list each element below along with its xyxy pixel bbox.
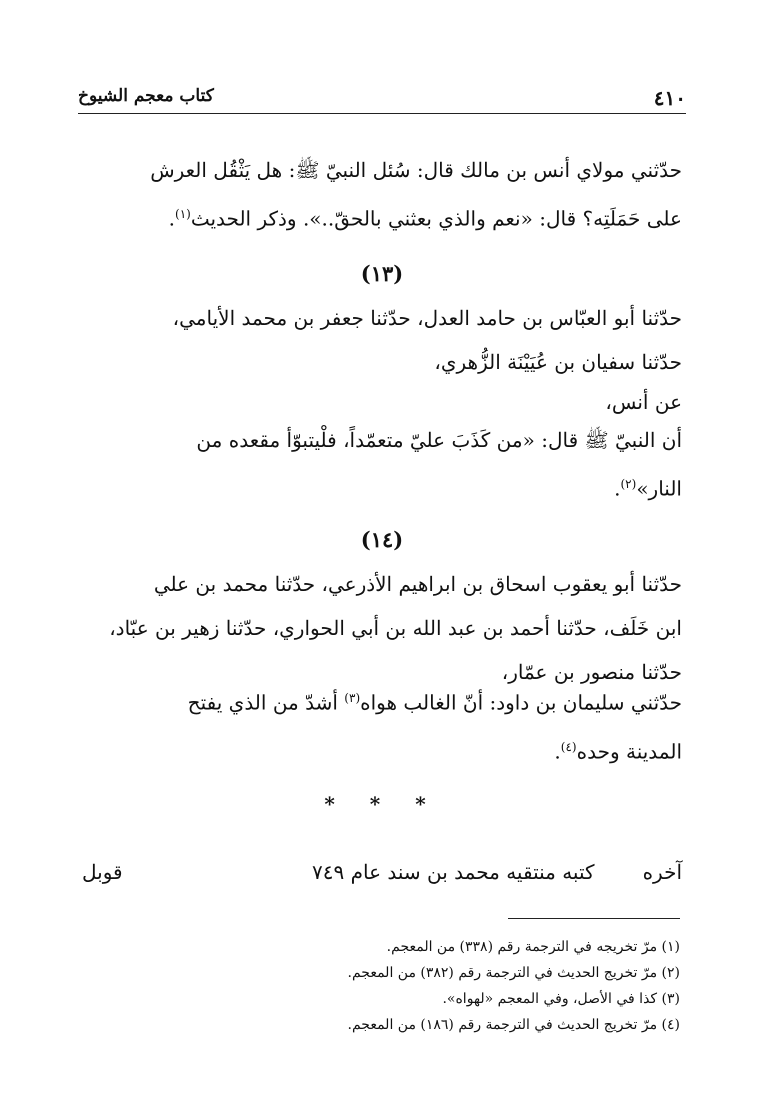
footnote-ref: (٤) [560,739,577,754]
footnotes [260,934,680,1038]
text-line: النار»$^{(٢)}$. [614,476,682,501]
page-number: ٤١٠ [653,86,686,110]
text-line: حدّثنا منصور بن عمّار، [501,660,682,684]
entry-13-matn [82,418,682,511]
footnote-ref: (٢) [620,477,637,491]
text-line: المدينة وحده$^{(٤)}$. [554,739,682,764]
entry-14-heading: (١٤) [360,527,404,552]
footnote-rule [508,918,680,919]
colophon-collated: قوبل [82,860,123,884]
footnote-ref: (٣) [344,691,361,705]
entry-13-heading: (١٣) [360,261,404,286]
hadith-continuation [82,148,682,241]
text-line: حدّثنا سفيان بن عُيَيْنَة الزُّهري، [434,350,682,374]
colophon [82,852,682,892]
text-line: ابن خَلَف، حدّثنا أحمد بن عبد الله بن أبي الحواري، حدّثنا زهير بن عبّاد، [109,616,682,640]
footnote: (٢) مرّ تخريج الحديث في الترجمة رقم (٣٨٢) من المعجم. [347,965,680,981]
footnote: (٤) مرّ تخريج الحديث في الترجمة رقم (١٨٦) من المعجم. [347,1017,680,1033]
text-line: حدّثني مولاي أنس بن مالك قال: سُئل النبيّ ﷺ: هل يَثْقُل العرش [150,158,682,182]
section-separator: * * * [324,792,440,816]
text-line: أن النبيّ ﷺ قال: «من كَذَبَ عليّ متعمّداً، فلْيتبوّأ مقعده من [196,428,682,452]
footnote: (١) مرّ تخريجه في الترجمة رقم (٣٣٨) من المعجم. [386,939,680,955]
text-line: حدّثنا أبو العبّاس بن حامد العدل، حدّثنا جعفر بن محمد الأيامي، [172,306,682,330]
colophon-end-mark: آخره [642,860,682,884]
footnote: (٣) كذا في الأصل، وفي المعجم «لهواه». [442,991,680,1007]
page-header [78,84,686,112]
entry-14-matn [82,676,682,773]
entry-14-isnad [82,562,682,694]
colophon-scribe: كتبه منتقيه محمد بن سند عام ٧٤٩ [312,860,595,884]
entry-13-from: عن أنس، [605,390,682,414]
text-line: حدّثني سليمان بن داود: أنّ الغالب هواه$^{(٣)}$ أشدّ من الذي يفتح [187,690,682,715]
running-title: كتاب معجم الشيوخ [78,86,214,106]
footnote-ref: (١) [175,207,191,221]
text-line: على حَمَلَتِه؟ قال: «نعم والذي بعثني بالحقّ..». وذكر الحديث$^{(١)}$. [168,206,682,231]
header-rule [78,113,686,114]
text-line: حدّثنا أبو يعقوب اسحاق بن ابراهيم الأذرعي، حدّثنا محمد بن علي [153,572,682,596]
entry-13-isnad [82,296,682,384]
